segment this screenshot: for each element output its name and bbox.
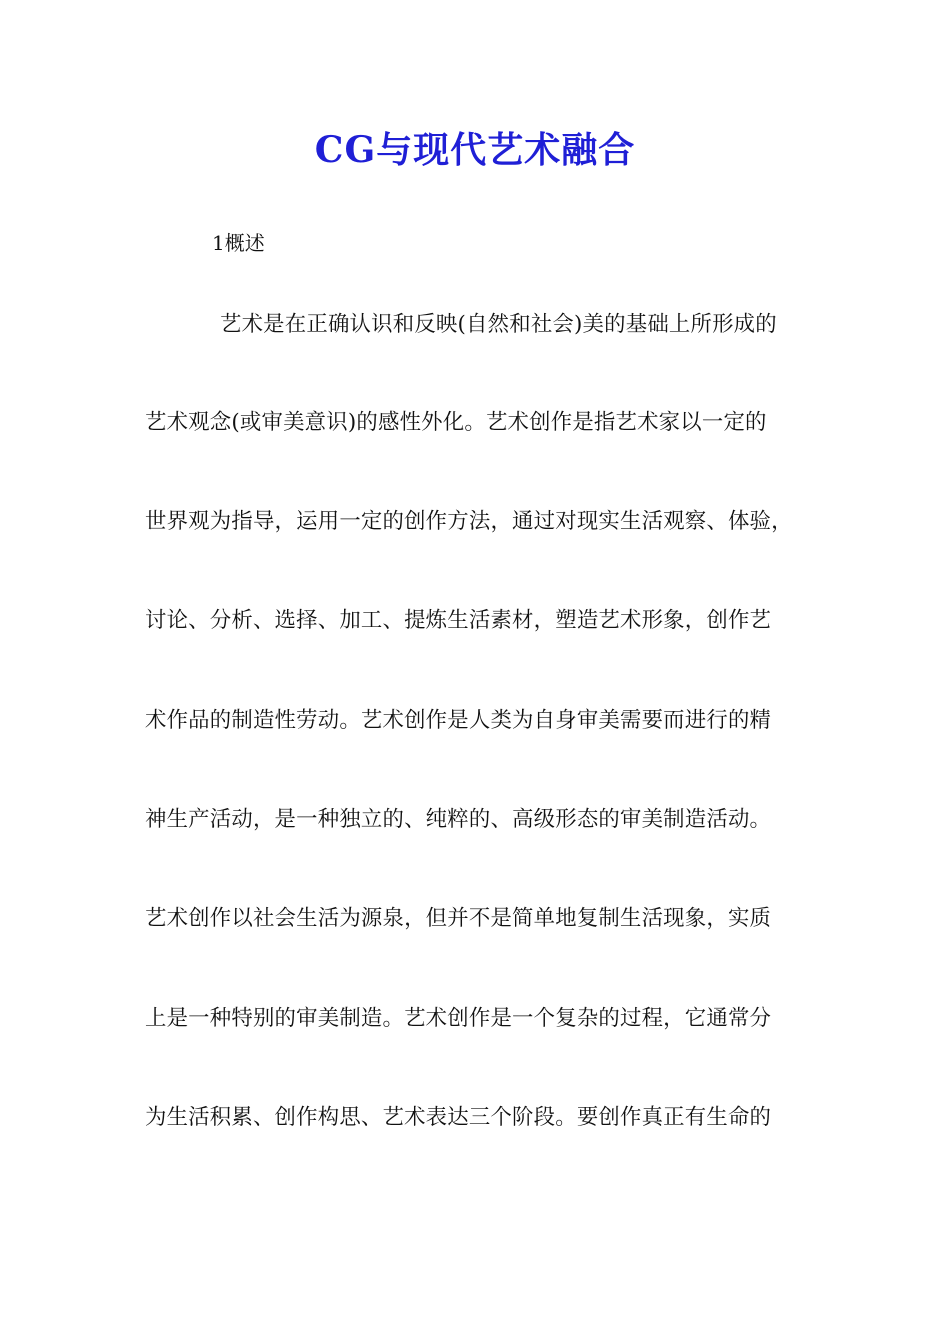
body-line: 讨论、分析、选择、加工、提炼生活素材，塑造艺术形象，创作艺	[145, 608, 772, 633]
body-line: 艺术创作以社会生活为源泉，但并不是简单地复制生活现象，实质	[145, 906, 772, 931]
body-line: 艺术是在正确认识和反映(自然和社会)美的基础上所形成的	[220, 312, 777, 337]
document-title: CG与现代艺术融合	[314, 129, 636, 171]
section-heading: 1概述	[212, 231, 265, 255]
body-line: 世界观为指导，运用一定的创作方法，通过对现实生活观察、体验，	[145, 509, 793, 534]
body-line: 艺术观念(或审美意识)的感性外化。艺术创作是指艺术家以一定的	[145, 410, 767, 435]
body-line: 神生产活动，是一种独立的、纯粹的、高级形态的审美制造活动。	[145, 807, 772, 832]
body-line: 上是一种特别的审美制造。艺术创作是一个复杂的过程，它通常分	[145, 1006, 772, 1031]
body-line: 为生活积累、创作构思、艺术表达三个阶段。要创作真正有生命的	[145, 1105, 772, 1130]
body-line: 术作品的制造性劳动。艺术创作是人类为自身审美需要而进行的精	[145, 708, 772, 733]
